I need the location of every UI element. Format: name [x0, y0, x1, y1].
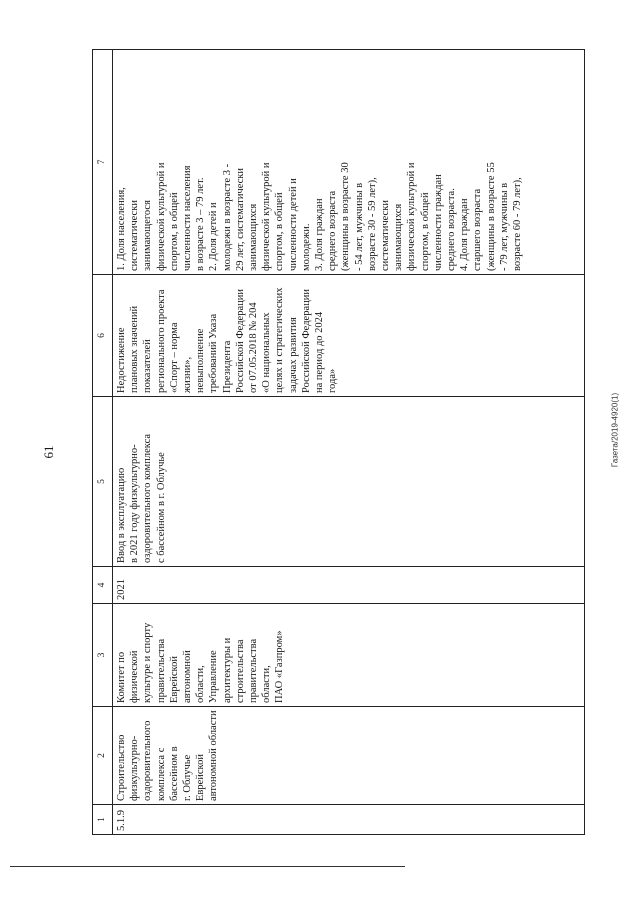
column-header-2: 2	[93, 707, 113, 805]
cell-expected-result: Ввод в эксплуатацию в 2021 году физкультурно- оздоровительного комплекса с бассейном в г. Облучье	[113, 397, 585, 567]
stamp-text: Газета/2019-4920(1)	[610, 392, 620, 468]
column-header-7: 7	[93, 50, 113, 275]
table-rotation-frame	[92, 50, 585, 835]
cell-responsible: Комитет по физической культуре и спорту правительства Еврейской автономной области, Управление архитектуры и строительства правительства области, ПАО «Газпром»	[113, 604, 585, 707]
cell-item-number: 5.1.9	[113, 805, 585, 835]
header-row	[93, 50, 113, 835]
column-header-1: 1	[93, 805, 113, 835]
rotated-table-container	[92, 50, 585, 835]
cell-year: 2021	[113, 567, 585, 604]
page-number: 61	[41, 445, 56, 459]
plan-table	[92, 49, 585, 835]
column-header-4: 4	[93, 567, 113, 604]
column-header-6: 6	[93, 275, 113, 397]
column-header-3: 3	[93, 604, 113, 707]
cell-event-name: Строительство физкультурно- оздоровительного комплекса с бассейном в г. Облучье Еврейской автономной области	[113, 707, 585, 805]
cell-indicators: 1. Доля населения, систематически занимающегося физической культурой и спортом, в общей численности населения в возрасте 3 – 79 лет. 2. Доля детей и молодежи в возрасте 3 - 29 лет, систематически занимающихся физической культурой и спортом, в общей численности детей и молодежи. 3. Доля граждан среднего возраста (женщины в возрасте 30 - 54 лет, мужчины в возрасте 30 - 59 лет), систематически занимающихся физической культурой и спортом, в общей численности граждан среднего возраста. 4. Доля граждан старшего возраста (женщины в возрасте 55 - 79 лет, мужчины в возрасте 60 - 79 лет),	[113, 50, 585, 275]
document-stamp	[605, 200, 625, 660]
table-row	[113, 50, 585, 835]
footer-divider	[10, 866, 405, 867]
column-header-5: 5	[93, 397, 113, 567]
cell-consequences: Недостижение плановых значений показателей регионального проекта «Спорт – норма жизни», невыполнение требований Указа Президента Российской Федерации от 07.05.2018 № 204 «О национальных целях и стратегических задачах развития Российской Федерации на период до 2024 года»	[113, 275, 585, 397]
